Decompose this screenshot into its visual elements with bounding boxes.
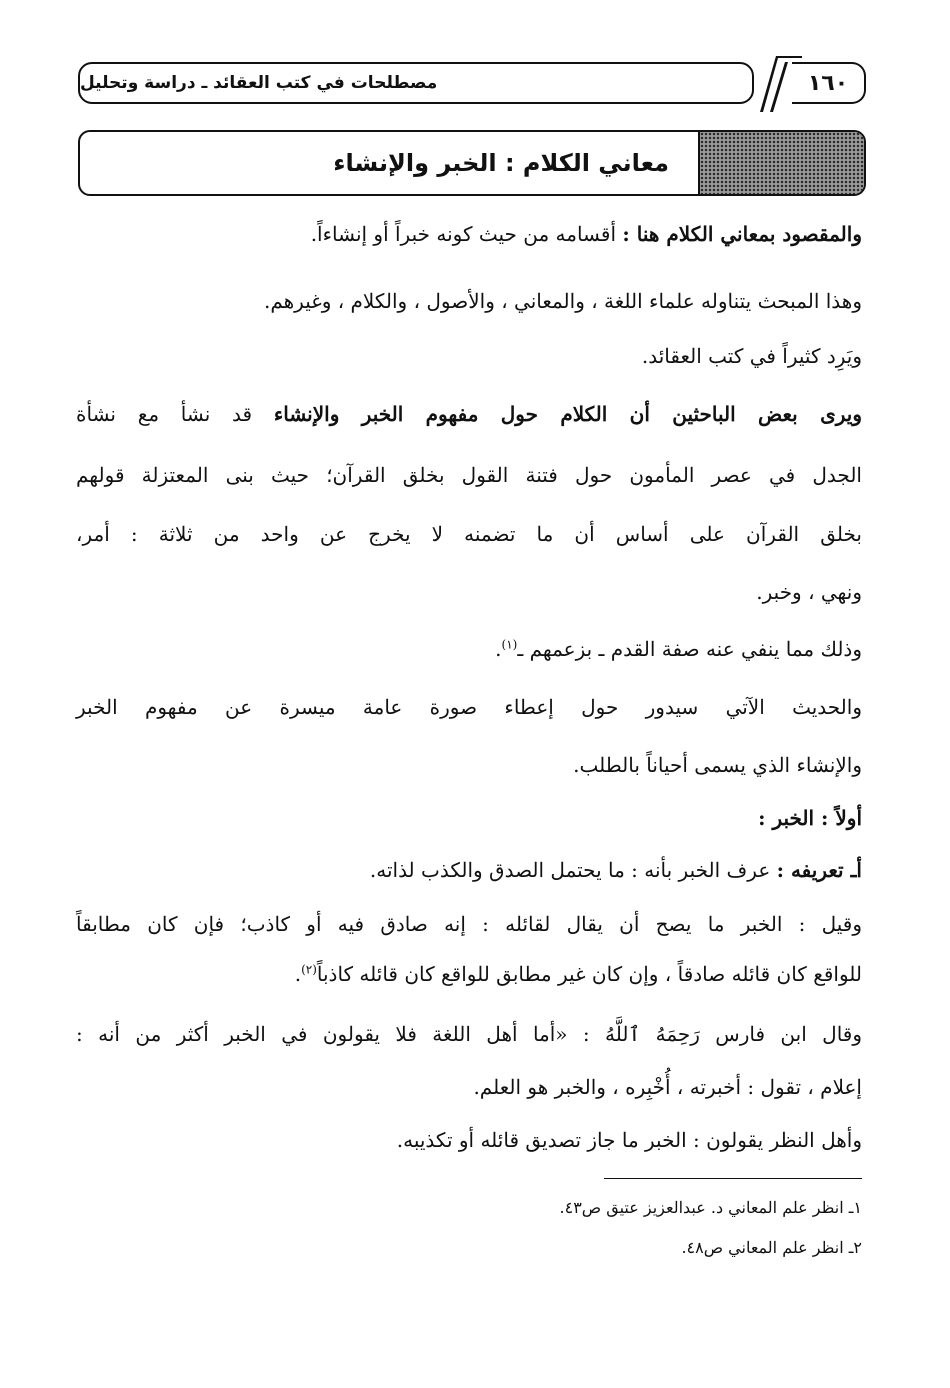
section-heading-box: [78, 130, 866, 196]
dotted-pattern-panel: [698, 132, 864, 194]
section-title: معاني الكلام : الخبر والإنشاء: [333, 149, 669, 177]
running-header: [78, 62, 866, 106]
paragraph-2: وهذا المبحث يتناوله علماء اللغة ، والمعاني ، والأصول ، والكلام ، وغيرهم.: [263, 289, 862, 313]
running-title-box: [78, 62, 754, 104]
qila-line-1: وقيل : الخبر ما يصح أن يقال لقائله : إنه صادق فيه أو كاذب؛ فإن كان مطابقاً: [76, 912, 862, 936]
paragraph-5-end: .: [495, 637, 502, 661]
ibn-faris-line-1: وقال ابن فارس رَحِمَهُ ٱللَّهُ : «أما أهل اللغة فلا يقولون في الخبر أكثر من أنه :: [76, 1022, 862, 1046]
paragraph-5-text: وذلك مما ينفي عنه صفة القدم ـ بزعمهم ـ: [517, 637, 862, 661]
footnote-2: ٢ـ انظر علم المعاني ص٤٨.: [681, 1238, 862, 1257]
nazar-line: وأهل النظر يقولون : الخبر ما جاز تصديق قائله أو تكذيبه.: [396, 1128, 862, 1152]
paragraph-4-line-1: [76, 402, 862, 426]
paragraph-1: [311, 222, 862, 246]
paragraph-4-line-1-rest: قد نشأ مع نشأة: [76, 402, 274, 426]
footnote-ref-2: (٢): [301, 962, 317, 977]
definition-label: أـ تعريفه :: [776, 858, 862, 882]
footnote-1: ١ـ انظر علم المعاني د. عبدالعزيز عتيق ص٤٣.: [559, 1198, 862, 1217]
running-title: مصطلحات في كتب العقائد ـ دراسة وتحليل: [80, 73, 438, 93]
footnote-divider: [604, 1178, 862, 1179]
paragraph-6-line-1: والحديث الآتي سيدور حول إعطاء صورة عامة ميسرة عن مفهوم الخبر: [76, 695, 862, 719]
qila-line-2-text: للواقع كان قائله صادقاً ، وإن كان غير مطابق للواقع كان قائله كاذباً: [316, 962, 862, 986]
ibn-faris-line-2: إعلام ، تقول : أخبرته ، أُخْبِره ، والخبر هو العلم.: [473, 1075, 862, 1099]
paragraph-4-line-3: بخلق القرآن على أساس أن ما تضمنه لا يخرج عن واحد من ثلاثة : أمر،: [76, 522, 862, 546]
subheading-khabar: أولاً : الخبر :: [758, 806, 862, 830]
qila-line-2-end: .: [294, 962, 302, 986]
definition-line: [370, 858, 862, 882]
footnote-ref-1: (١): [501, 637, 518, 652]
qila-line-2: [295, 962, 862, 986]
paragraph-6-line-2: والإنشاء الذي يسمى أحياناً بالطلب.: [573, 753, 862, 777]
paragraph-1-rest: أقسامه من حيث كونه خبراً أو إنشاءاً.: [310, 222, 623, 246]
paragraph-1-bold: والمقصود بمعاني الكلام هنا :: [622, 222, 862, 246]
paragraph-4-line-4: ونهي ، وخبر.: [756, 580, 862, 604]
definition-text: عرف الخبر بأنه : ما يحتمل الصدق والكذب لذاته.: [369, 858, 777, 882]
paragraph-5: [495, 637, 862, 661]
page-number: ١٦٠: [792, 62, 866, 104]
paragraph-4-line-2: الجدل في عصر المأمون حول فتنة القول بخلق القرآن؛ حيث بنى المعتزلة قولهم: [76, 463, 862, 487]
paragraph-4-bold: ويرى بعض الباحثين أن الكلام حول مفهوم الخبر والإنشاء: [273, 402, 862, 426]
paragraph-3: ويَرِد كثيراً في كتب العقائد.: [641, 344, 862, 368]
